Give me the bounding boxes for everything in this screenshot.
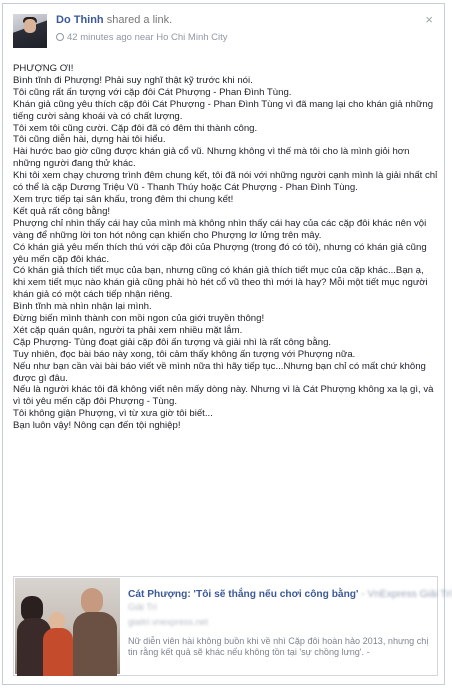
- post-paragraph: PHƯỢNG ƠI!: [13, 63, 74, 74]
- close-icon[interactable]: ×: [425, 12, 433, 27]
- post-paragraph: Tuy nhiên, đọc bài báo này xong, tôi cảm thấy không ấn tượng với Phượng nữa.: [13, 348, 356, 360]
- thumb-figure: [43, 628, 73, 676]
- link-domain: giaitri.vnexpress.net: [128, 617, 209, 627]
- author-name[interactable]: Do Thinh: [56, 14, 104, 26]
- post-paragraph: Tôi không giận Phượng, vì từ xưa giờ tôi biết...: [13, 408, 213, 420]
- link-subtitle: Giải Trí: [128, 602, 158, 612]
- post-paragraph: Bạn luôn vậy! Nông cạn đến tội nghiệp!: [13, 420, 181, 432]
- post-meta: [56, 32, 228, 43]
- avatar-face: [24, 19, 36, 33]
- post-paragraph: Khán giả cũng yêu thích cặp đôi Cát Phượng - Phan Đình Tùng vì đã mang lại cho khán giả những tiếng cười sảng khoái và có chất lượng.: [13, 98, 434, 122]
- post-paragraph: Nếu là người khác tôi đã không viết nên mấy dòng này. Nhưng vì là Cát Phượng không xa lạ gì, và vì tôi yêu mến cặp đôi Phượng - Tùng.: [13, 384, 434, 408]
- link-title[interactable]: [128, 589, 452, 600]
- shared-link-card[interactable]: [13, 576, 452, 676]
- post-paragraph: Phượng chỉ nhìn thấy cái hay của mình mà không nhìn thấy cái hay của các cặp đôi khác nên vội vàng để những lời ton hót nông cạn khiến cho Phượng lơ lửng trên mây.: [13, 217, 427, 241]
- post-paragraph: Có khán giả thích tiết mục của bạn, nhưng cũng có khán giả thích tiết mục của cặp khác...Bạn ạ, khi xem tiết mục nào khán giả cũng phải hò hét cổ vũ theo thì mới là hay? Mỗi một tiết mục người khán giả có một cách tiếp nhận riêng.: [13, 265, 428, 301]
- post-timestamp-location[interactable]: 42 minutes ago near Ho Chi Minh City: [67, 32, 228, 43]
- link-title-source: - VnExpress Giải Trí: [358, 589, 452, 600]
- post-message: [13, 63, 438, 432]
- link-thumbnail-image[interactable]: [15, 578, 120, 674]
- globe-icon: [56, 33, 64, 41]
- post-paragraph: Có khán giả yêu mến thích thú với cặp đôi của Phượng (trong đó có tôi), nhưng có khán giả cũng yêu mến cặp đôi khác.: [13, 241, 427, 265]
- post-paragraph: Hài hước bao giờ cũng được khán giả cổ vũ. Nhưng không vì thế mà tôi cho là mình giỏi hơn những người đang thử khác.: [13, 146, 410, 170]
- post-paragraph: Xét cặp quán quân, người ta phải xem nhiều mặt lắm.: [13, 324, 243, 336]
- post-paragraph: Tôi xem tôi cũng cười. Cặp đôi đã có đêm thi thành công.: [13, 122, 258, 134]
- thumb-figure: [73, 612, 117, 676]
- post-paragraph: Tôi cũng diễn hài, dựng hài tôi hiểu.: [13, 134, 166, 146]
- facebook-post: [2, 3, 452, 685]
- post-paragraph: Xem trực tiếp tại sân khấu, trong đêm thi chung kết!: [13, 193, 234, 205]
- link-description: Nữ diễn viên hài không buồn khi về nhì Cặp đôi hoàn hảo 2013, nhưng chị tin rằng kết quả sẽ khác nếu không tồn tại 'sự chồng lưng'. -: [128, 636, 429, 658]
- post-paragraph: Cặp Phượng- Tùng đoạt giải cặp đôi ấn tượng và giải nhì là rất công bằng.: [13, 336, 332, 348]
- link-title-text[interactable]: Cát Phượng: 'Tôi sẽ thắng nếu chơi công bằng': [128, 589, 359, 600]
- post-header: [56, 14, 172, 26]
- post-paragraph: Đừng biến mình thành con mồi ngon của giới truyền thông!: [13, 313, 265, 325]
- author-avatar[interactable]: [13, 14, 47, 48]
- post-paragraph: Bình tĩnh mà nhìn nhận lại mình.: [13, 301, 152, 313]
- share-action-text: shared a link.: [106, 14, 173, 26]
- post-paragraph: Nếu như bạn cần vài bài báo viết về mình nữa thì hãy tiếp tục...Nhưng bạn chỉ có mất chứ không được gì đâu.: [13, 360, 426, 384]
- thumb-figure: [81, 588, 103, 614]
- post-paragraph: Tôi cũng rất ấn tượng với cặp đôi Cát Phượng - Phan Đình Tùng.: [13, 86, 292, 98]
- post-paragraph: Bình tĩnh đi Phượng! Phải suy nghĩ thật kỹ trước khi nói.: [13, 74, 253, 86]
- post-paragraph: Kết quả rất công bằng!: [13, 205, 111, 217]
- post-paragraph: Khi tôi xem chạy chương trình đêm chung kết, tôi đã nói với những người cạnh mình là giải nhất chỉ có thể là cặp Dương Triệu Vũ - Thanh Thúy hoặc Cát Phượng - Phan Đình Tùng.: [13, 170, 438, 194]
